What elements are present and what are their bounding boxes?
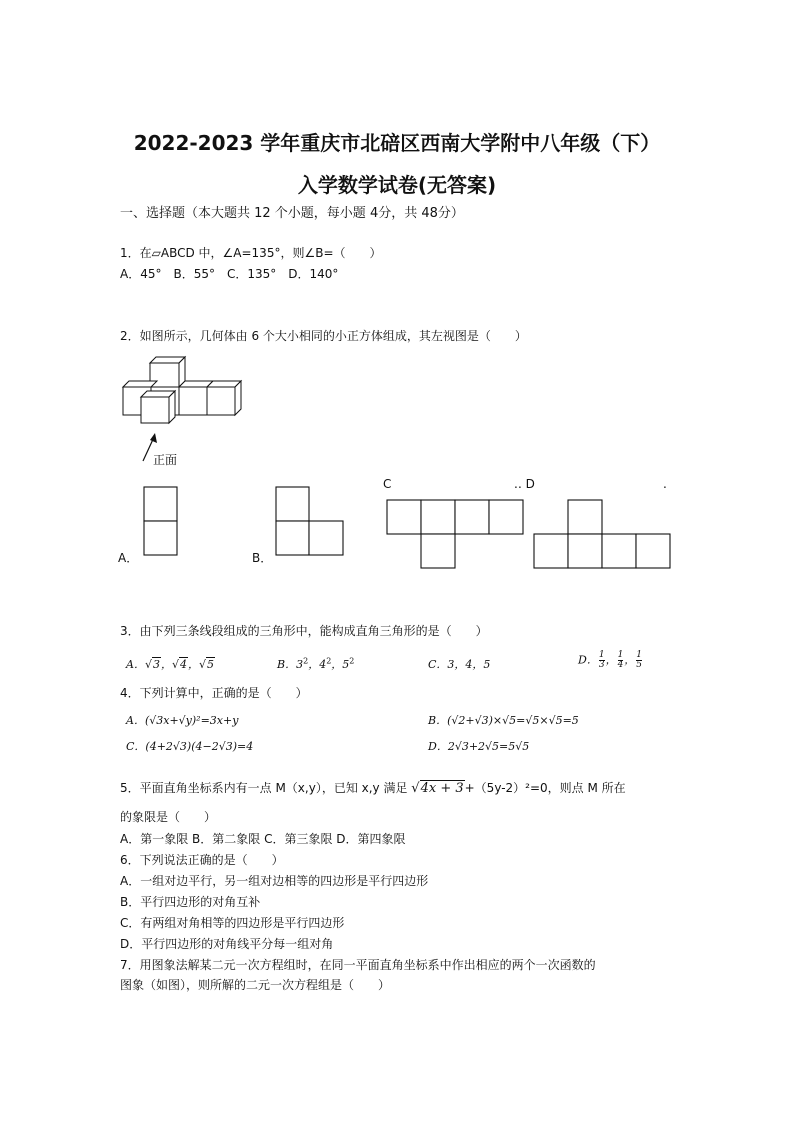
q1-options: A．45° B．55° C．135° D．140° [120, 267, 339, 281]
q6-stem: 6．下列说法正确的是（ ） [120, 853, 284, 867]
q3-option-a-r3: 5 [207, 658, 214, 671]
q4-option-a: A．(√3x+√y)²=3x+y [126, 714, 239, 727]
q3-option-b-base2: 4 [319, 658, 327, 671]
q3-option-b: B．$3^2$，$4^2$，$5^2$ [277, 656, 355, 671]
q3-option-d-den3: 5 [636, 660, 643, 670]
q3-stem: 3．由下列三条线段组成的三角形中，能构成直角三角形的是（ ） [120, 624, 488, 638]
q7-stem-line1: 7．用图象法解某二元一次方程组时，在同一平面直角坐标系中作出相应的两个一次函数的 [120, 958, 596, 972]
q3-option-d-label: D． [578, 653, 598, 667]
q4-option-b: B．(√2+√3)×√5=√5×√5=5 [428, 714, 579, 727]
q3-option-d: D． $\frac{1}{3}$ ， $\frac{1}{4}$ ， $\frac{1}{5}$ [578, 650, 643, 670]
q3-option-d-den1: 3 [598, 660, 605, 670]
q3-option-d-den2: 4 [617, 660, 624, 670]
q5-radicand: 4x + 3 [420, 781, 464, 796]
q3-option-d-num1: 1 [598, 650, 605, 660]
q5-options: A．第一象限 B．第二象限 C．第三象限 D．第四象限 [120, 832, 406, 846]
q2-option-c-label: C [383, 477, 392, 491]
page-title-line2: 入学数学试卷(无答案) [297, 173, 497, 197]
q3-option-c: C．3，4，5 [428, 658, 491, 671]
q2-option-c-view [386, 499, 524, 569]
q1-stem: 1．在▱ABCD 中，∠A=135°，则∠B=（ ） [120, 246, 382, 260]
section-heading: 一、选择题（本大题共 12 个小题，每小题 4分，共 48分） [120, 206, 464, 221]
q2-option-d-view [533, 499, 671, 569]
q2-option-a-label: A． [118, 551, 139, 565]
q3-option-d-num2: 1 [617, 650, 624, 660]
q3-option-a-sep2: ， [187, 658, 199, 671]
q2-cube-figure [115, 355, 245, 470]
q6-option-a: A．一组对边平行，另一组对边相等的四边形是平行四边形 [120, 874, 429, 888]
q7-stem-line2: 图象（如图），则所解的二元一次方程组是（ ） [120, 978, 391, 992]
q3-option-b-base3: 5 [342, 658, 350, 671]
q3-option-a-sep1: ， [160, 658, 172, 671]
q2-option-c-dot: . [514, 477, 518, 491]
q2-option-a-view [143, 486, 179, 556]
q2-option-b-view [275, 486, 345, 556]
q3-option-a-label: A． [126, 658, 145, 671]
q3-option-b-exp2: 2 [326, 656, 332, 666]
q6-option-b: B．平行四边形的对角互补 [120, 895, 261, 909]
q4-option-c: C．(4+2√3)(4−2√3)=4 [126, 740, 254, 753]
q2-option-b-label: B． [252, 551, 273, 565]
page-title-line1: 2022-2023 学年重庆市北碚区西南大学附中八年级（下） [133, 131, 661, 155]
q3-option-a: A．√3，√4，√5 [126, 658, 214, 671]
q5-stem-line2: 的象限是（ ） [120, 810, 217, 824]
q5-stem-line1: 5．平面直角坐标系内有一点 M（x,y），已知 x,y 满足 √4x + 3+（5y-2）²=0，则点 M 所在 [120, 781, 626, 796]
q5-stem-prefix: 5．平面直角坐标系内有一点 M（x,y），已知 x,y 满足 [120, 781, 408, 795]
q3-option-a-r2: 4 [179, 658, 187, 671]
q2-option-d-label: . D [518, 477, 535, 491]
q2-stem: 2．如图所示，几何体由 6 个大小相同的小正方体组成，其左视图是（ ） [120, 329, 527, 343]
q3-option-b-base1: 3 [296, 658, 304, 671]
q6-option-d: D．平行四边形的对角线平分每一组对角 [120, 937, 334, 951]
q2-option-d-dot: . [663, 477, 667, 491]
q3-option-a-r1: 3 [152, 658, 160, 671]
q3-option-b-label: B． [277, 658, 297, 671]
q4-option-d: D．2√3+2√5=5√5 [428, 740, 530, 753]
q3-option-b-exp1: 2 [303, 656, 309, 666]
q5-stem-suffix: +（5y-2）²=0，则点 M 所在 [464, 781, 626, 795]
q6-option-c: C．有两组对角相等的四边形是平行四边形 [120, 916, 345, 930]
q4-stem: 4．下列计算中，正确的是（ ） [120, 686, 308, 700]
q3-option-d-num3: 1 [636, 650, 643, 660]
q2-front-label: 正面 [153, 453, 178, 467]
q3-option-b-exp3: 2 [349, 656, 355, 666]
